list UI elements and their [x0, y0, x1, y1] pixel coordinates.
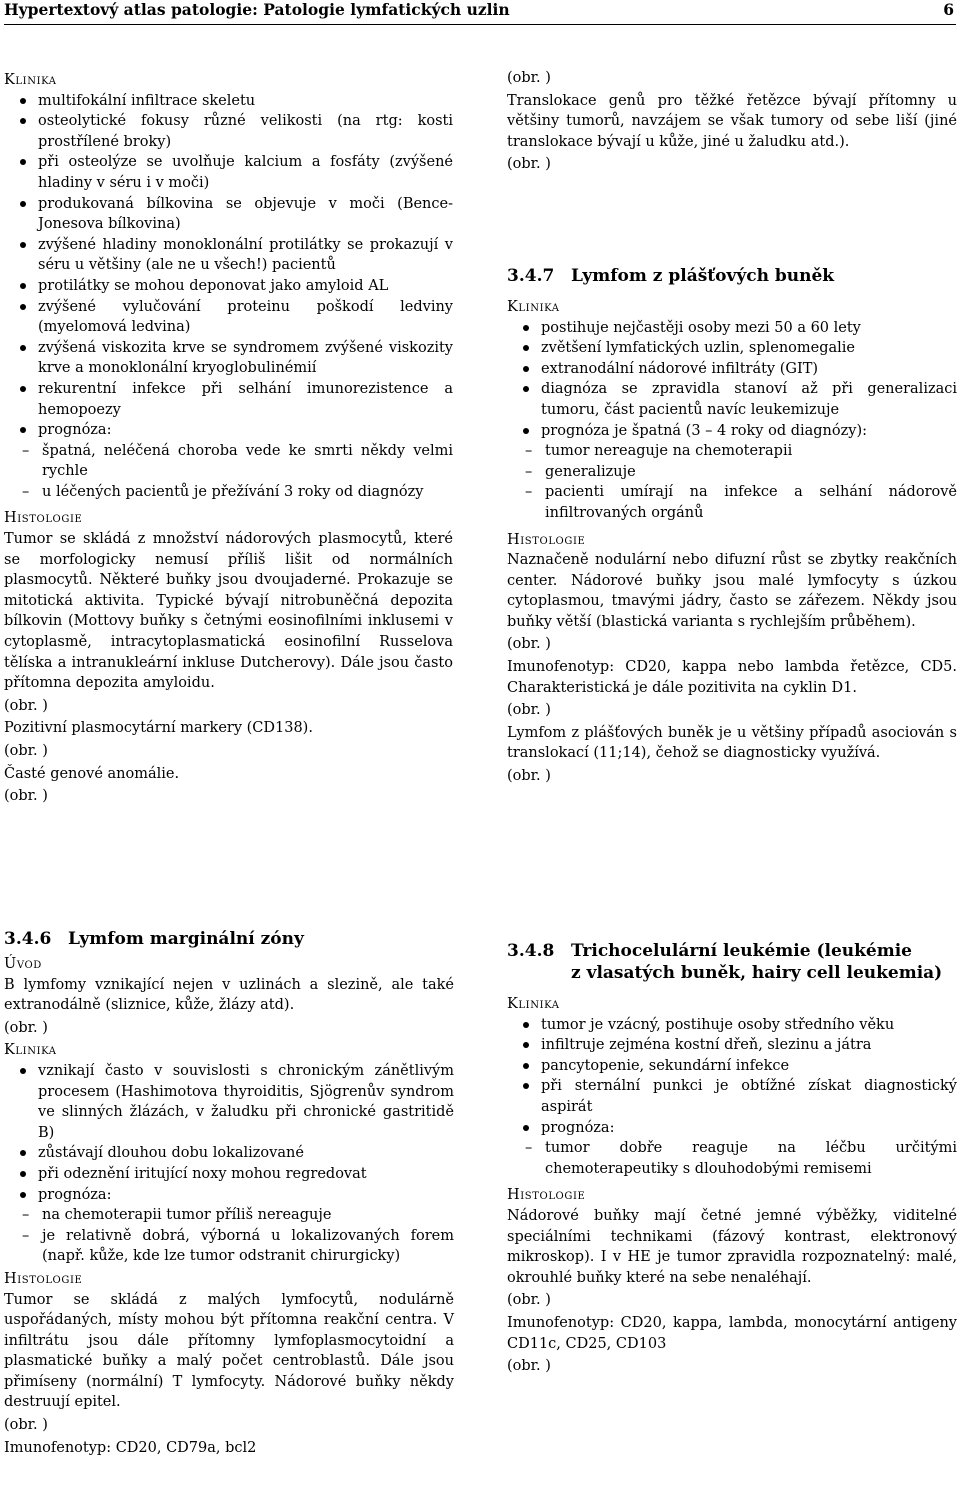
- list-item: – generalizuje: [507, 462, 957, 483]
- list-item: pancytopenie, sekundární infekce: [507, 1056, 957, 1077]
- histologie-heading: Histologie: [4, 1270, 83, 1287]
- section-heading-3-4-6: [4, 928, 454, 950]
- figure-link[interactable]: (obr. ): [507, 1292, 551, 1309]
- klinika-list: [507, 318, 957, 524]
- list-item: zvýšené vylučování proteinu poškodí ledviny (myelomová ledvina): [4, 297, 453, 338]
- figure-link[interactable]: (obr. ): [4, 1417, 48, 1434]
- histologie-text: Tumor se skládá z množství nádorových plasmocytů, které se morfologicky nemusí příliš lišit od normálních plasmocytů. Některé buňky jsou dvoujaderné. Prokazuje se mitotická aktivita. Typické bývají nitrobuněčná depozita bílkovin (Mottovy buňky s četnými eosinofilními inklusemi v cytoplasmě, intracytoplasmatická eosinofilní Russelova tělíska a intranukleární inkluse Dutcherovy). Dále jsou často přítomna depozita amyloidu.: [4, 531, 453, 692]
- histologie-text: Naznačeně nodulární nebo difuzní růst se zbytky reakčních center. Nádorové buňky jsou malé lymfocyty s úzkou cytoplasmou, tmavými jádry, často se zářezem. Někdy jsou buňky větší (blastická varianta s rychlejším průběhem).: [507, 552, 957, 630]
- markers-text: Pozitivní plasmocytární markery (CD138).: [4, 720, 313, 737]
- prognosis-label: prognóza:: [38, 422, 112, 439]
- klinika-list: [4, 91, 453, 503]
- list-item: [4, 1185, 454, 1267]
- list-item: postihuje nejčastěji osoby mezi 50 a 60 lety: [507, 318, 957, 339]
- uvod-text: B lymfomy vznikající nejen v uzlinách a slezině, ale také extranodálně (sliznice, kůže, žlázy atd).: [4, 976, 454, 1014]
- page-number: 6: [943, 0, 954, 19]
- list-item: zůstávají dlouhou dobu lokalizované: [4, 1143, 454, 1164]
- histologie-heading: Histologie: [4, 510, 83, 527]
- left-bottom-column: [4, 928, 454, 1458]
- prognosis-list: [507, 1138, 957, 1179]
- figure-link[interactable]: (obr. ): [4, 788, 48, 805]
- prognosis-label: prognóza:: [38, 1186, 112, 1203]
- figure-link[interactable]: (obr. ): [507, 768, 551, 785]
- list-item: při osteolýze se uvolňuje kalcium a fosfáty (zvýšené hladiny v séru i v moči): [4, 152, 453, 193]
- anomalies-text: Časté genové anomálie.: [4, 765, 180, 782]
- prognosis-list: [4, 441, 453, 503]
- section-title-line-2: z vlasatých buněk, hairy cell leukemia): [571, 963, 943, 983]
- figure-link[interactable]: (obr. ): [507, 156, 551, 173]
- list-item: – tumor dobře reaguje na léčbu určitými chemoterapeutiky s dlouhodobými remisemi: [507, 1138, 957, 1179]
- section-heading-3-4-7: [507, 265, 957, 287]
- list-item: zvýšené hladiny monoklonální protilátky se prokazují v séru u většiny (ale ne u všech!) pacientů: [4, 235, 453, 276]
- list-item: při sternální punkci je obtížné získat diagnostický aspirát: [507, 1076, 957, 1117]
- figure-link[interactable]: (obr. ): [4, 697, 48, 714]
- klinika-list: [507, 1015, 957, 1180]
- section-title-line-1: Trichocelulární leukémie (leukémie: [571, 941, 912, 961]
- histologie-text: Tumor se skládá z malých lymfocytů, nodulárně uspořádaných, místy mohou být přítomna reakční centra. V infiltrátu jsou dále přítomny lymfoplasmocytoidní a plasmatické buňky a malý počet centroblastů. Dále jsou přimíseny (normální) T lymfocyty. Nádorové buňky někdy destruují epitel.: [4, 1291, 454, 1411]
- histologie-heading: Histologie: [507, 1187, 586, 1204]
- immunophenotype-text: Imunofenotyp: CD20, CD79a, bcl2: [4, 1439, 257, 1456]
- association-text: Lymfom z plášťových buněk je u většiny případů asociován s translokací (11;14), čehož se diagnosticky využívá.: [507, 724, 957, 762]
- section-title: Lymfom marginální zóny: [68, 929, 304, 949]
- list-item: – tumor nereaguje na chemoterapii: [507, 441, 957, 462]
- page-header: [4, 0, 956, 25]
- histologie-text: Nádorové buňky mají četné jemné výběžky, viditelné speciálními technikami (fázový kontrast, elektronový mikroskop). I v HE je tumor zpravidla rozpoznatelný: malé, okrouhlé buňky které na sebe nenaléhají.: [507, 1207, 957, 1286]
- histologie-heading: Histologie: [507, 531, 586, 548]
- section-title: Lymfom z plášťových buněk: [571, 265, 835, 286]
- list-item: infiltruje zejména kostní dřeň, slezinu a játra: [507, 1035, 957, 1056]
- section-number: 3.4.6: [4, 929, 52, 949]
- list-item: při odeznění iritující noxy mohou regredovat: [4, 1164, 454, 1185]
- klinika-heading: Klinika: [4, 1042, 57, 1059]
- prognosis-list: [507, 441, 957, 523]
- translocation-text: Translokace genů pro těžké řetězce bývají přítomny u většiny tumorů, navzájem se však tumory od sebe liší (jiné translokace bývají u kůže, jiné u žaludku atd.).: [507, 92, 957, 150]
- list-item: diagnóza se zpravidla stanoví až při generalizaci tumoru, část pacientů navíc leukemizuje: [507, 379, 957, 420]
- right-top-column: [507, 68, 957, 789]
- prognosis-label: prognóza:: [541, 1119, 615, 1136]
- list-item: produkovaná bílkovina se objevuje v moči (Bence-Jonesova bílkovina): [4, 194, 453, 235]
- list-item: extranodální nádorové infiltráty (GIT): [507, 359, 957, 380]
- klinika-heading: Klinika: [507, 298, 560, 315]
- list-item: [507, 1118, 957, 1180]
- running-title: Hypertextový atlas patologie: Patologie lymfatických uzlin: [4, 0, 510, 19]
- section-number: 3.4.8: [507, 941, 555, 961]
- list-item: [4, 420, 453, 502]
- list-item: tumor je vzácný, postihuje osoby středního věku: [507, 1015, 957, 1036]
- klinika-list: [4, 1061, 454, 1267]
- klinika-heading: Klinika: [507, 996, 560, 1012]
- list-item: – u léčených pacientů je přežívání 3 roky od diagnózy: [4, 482, 453, 503]
- immunophenotype-text: Imunofenotyp: CD20, kappa, lambda, monocytární antigeny CD11c, CD25, CD103: [507, 1314, 957, 1352]
- figure-link[interactable]: (obr. ): [507, 636, 551, 653]
- list-item: multifokální infiltrace skeletu: [4, 91, 453, 112]
- list-item: [507, 421, 957, 524]
- list-item: – špatná, neléčená choroba vede ke smrti někdy velmi rychle: [4, 441, 453, 482]
- figure-link[interactable]: (obr. ): [507, 702, 551, 719]
- klinika-heading: Klinika: [4, 72, 57, 88]
- section-title: [571, 940, 942, 984]
- list-item: protilátky se mohou deponovat jako amyloid AL: [4, 276, 453, 297]
- list-item: rekurentní infekce při selhání imunorezistence a hemopoezy: [4, 379, 453, 420]
- figure-link[interactable]: (obr. ): [4, 1019, 48, 1036]
- list-item: – je relativně dobrá, výborná u lokalizovaných forem (např. kůže, kde lze tumor odstranit chirurgicky): [4, 1226, 454, 1267]
- list-item: vznikají často v souvislosti s chronickým zánětlivým procesem (Hashimotova thyroiditis, Sjögrenův syndrom ve slinných žlázách, v žaludku při chronické gastritidě B): [4, 1061, 454, 1143]
- figure-link[interactable]: (obr. ): [507, 70, 551, 86]
- prognosis-list: [4, 1205, 454, 1267]
- left-top-column: [4, 68, 453, 809]
- section-heading-3-4-8: [507, 940, 957, 984]
- uvod-heading: Úvod: [4, 956, 42, 972]
- list-item: zvýšená viskozita krve se syndromem zvýšené viskozity krve a monoklonální kryoglobulinémií: [4, 338, 453, 379]
- figure-link[interactable]: (obr. ): [507, 1358, 551, 1375]
- list-item: – na chemoterapii tumor příliš nereaguje: [4, 1205, 454, 1226]
- prognosis-label: prognóza je špatná (3 – 4 roky od diagnózy):: [541, 422, 868, 439]
- figure-link[interactable]: (obr. ): [4, 743, 48, 759]
- immunophenotype-text: Imunofenotyp: CD20, kappa nebo lambda řetězce, CD5. Charakteristická je dále pozitivita na cyklin D1.: [507, 659, 957, 696]
- list-item: zvětšení lymfatických uzlin, splenomegalie: [507, 338, 957, 359]
- section-number: 3.4.7: [507, 265, 555, 286]
- list-item: – pacienti umírají na infekce a selhání nádorově infiltrovaných orgánů: [507, 482, 957, 523]
- list-item: osteolytické fokusy různé velikosti (na rtg: kosti prostřílené broky): [4, 111, 453, 152]
- right-bottom-column: [507, 940, 957, 1379]
